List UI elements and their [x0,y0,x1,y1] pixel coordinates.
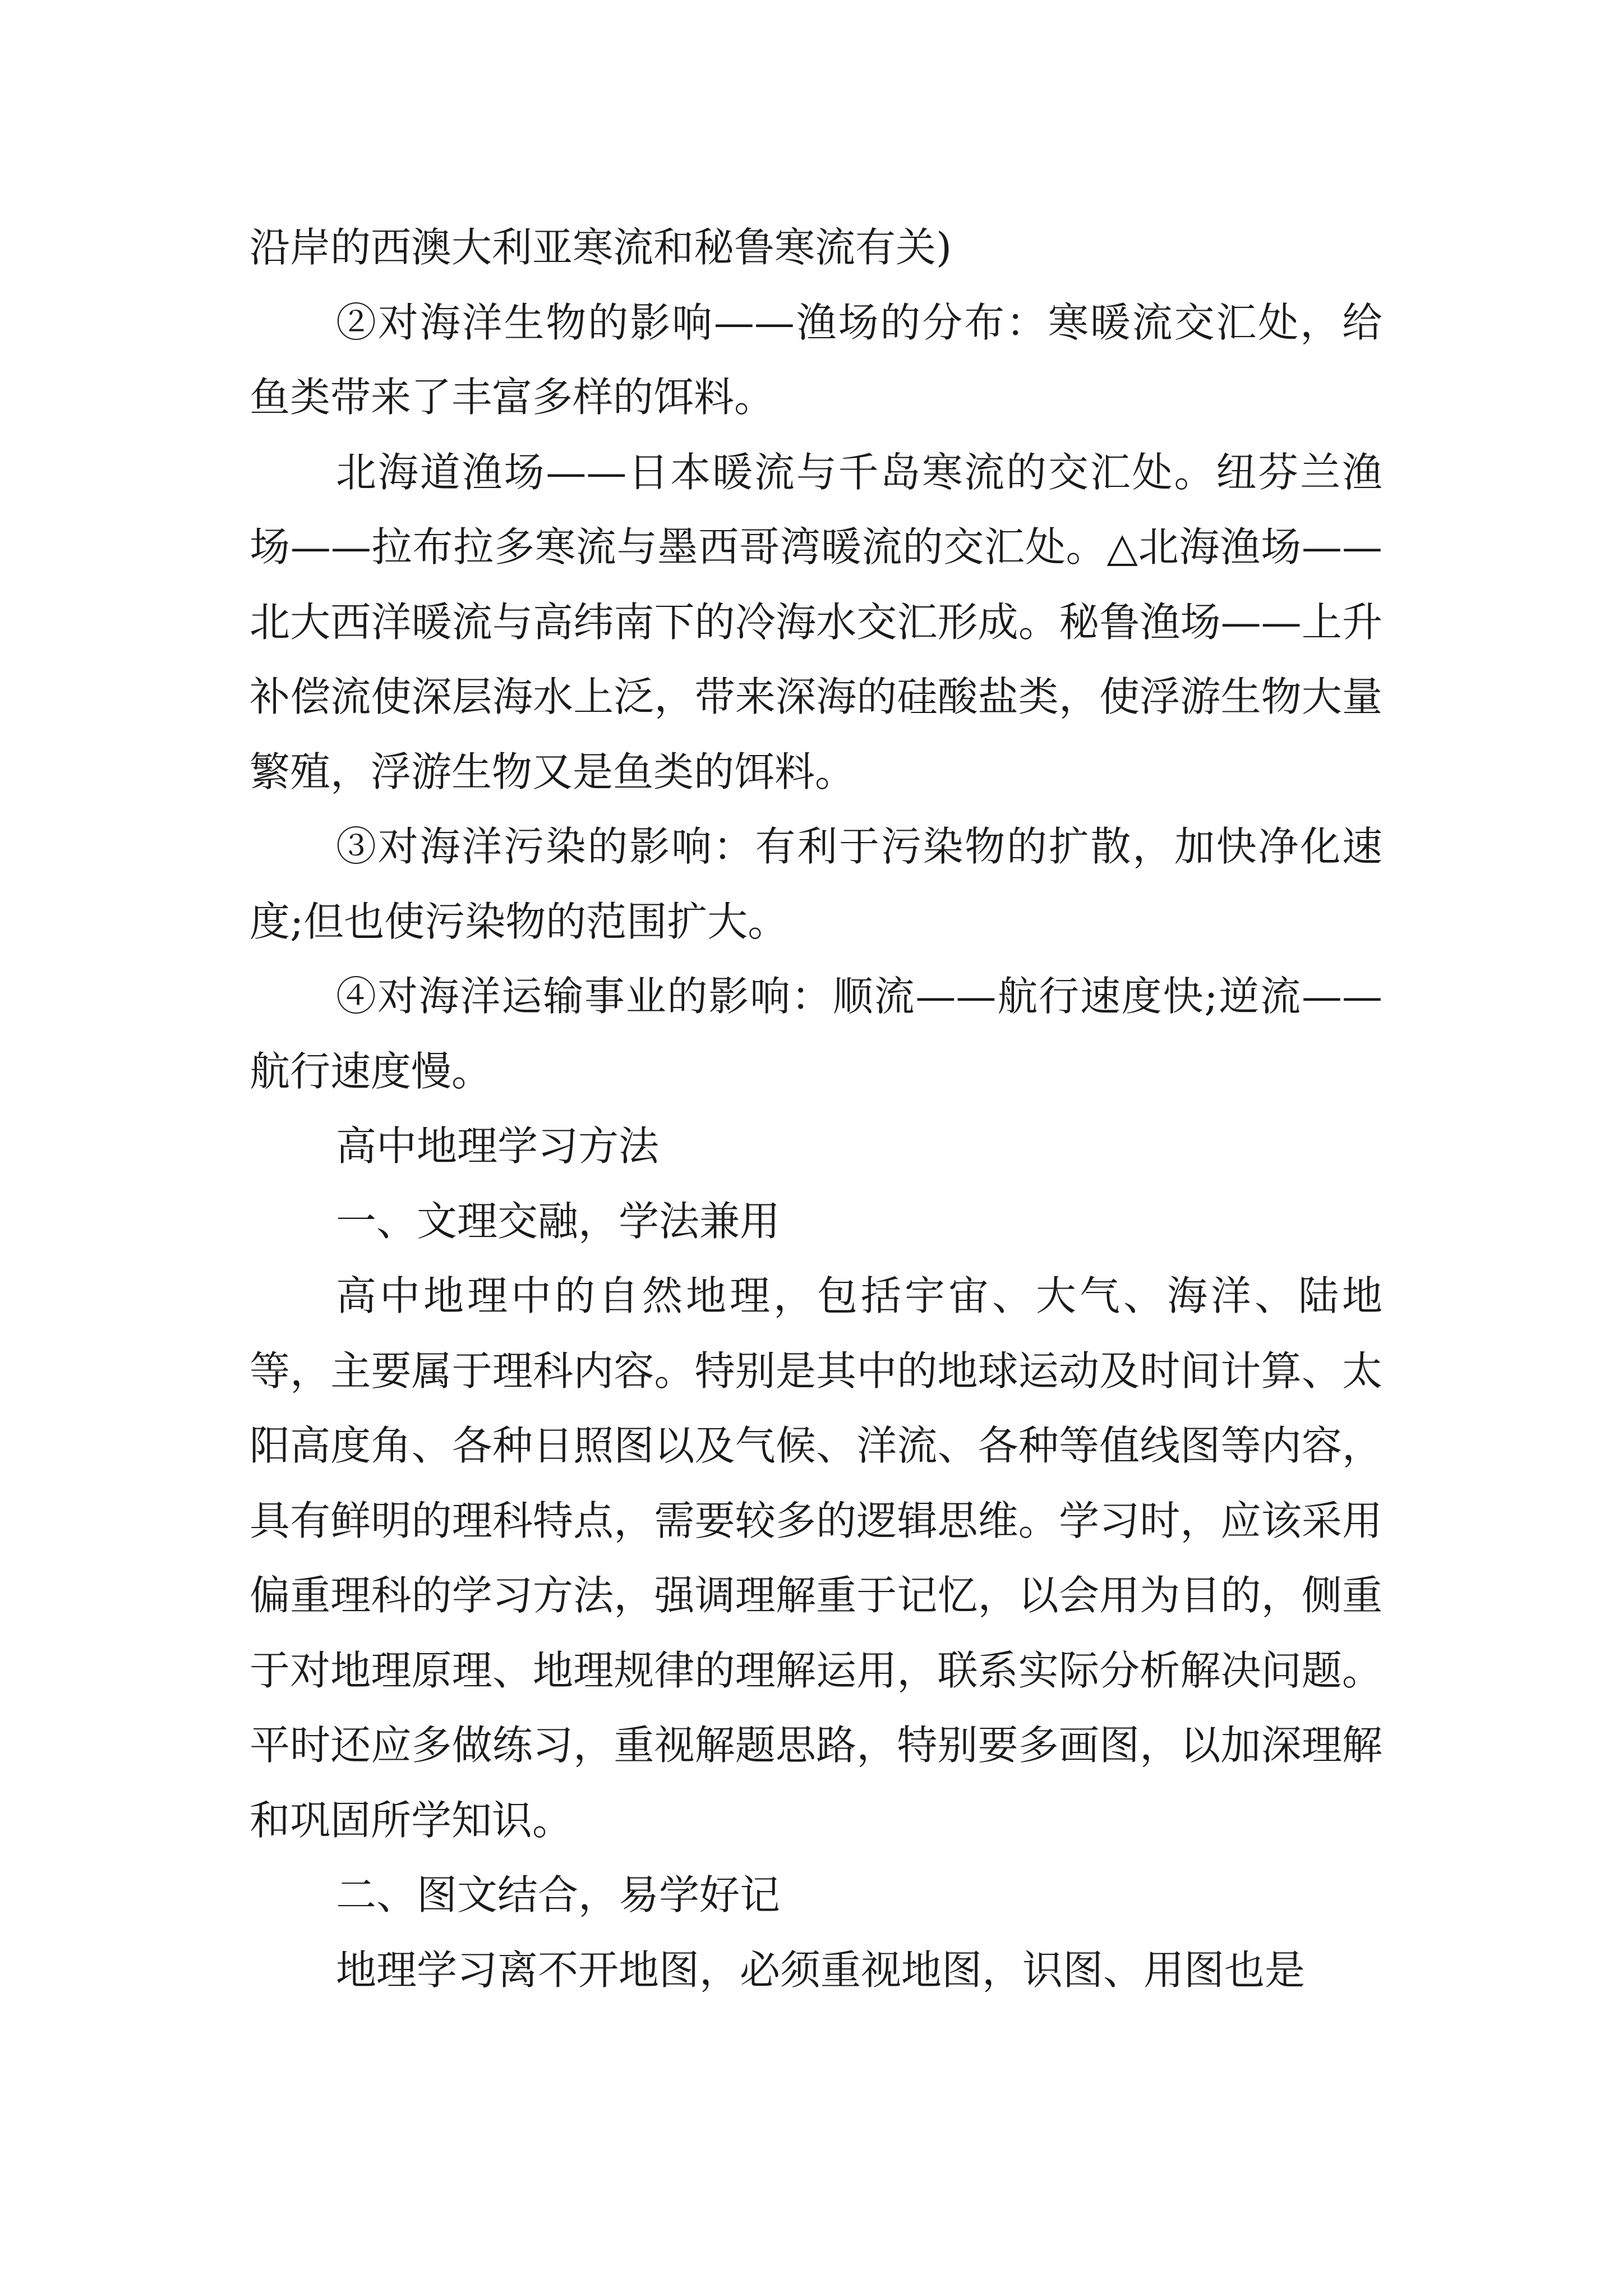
paragraph-fishing-grounds: 北海道渔场——日本暖流与千岛寒流的交汇处。纽芬兰渔场——拉布拉多寒流与墨西哥湾暖流的交汇处。△北海渔场——北大西洋暖流与高纬南下的冷海水交汇形成。秘鲁渔场——上升补偿流使深层海水上泛，带来深海的硅酸盐类，使浮游生物大量繁殖，浮游生物又是鱼类的饵料。 [250,448,1382,795]
section-heading-study-methods: 高中地理学习方法 [336,1122,660,1170]
paragraph-shipping-impact: ④对海洋运输事业的影响：顺流——航行速度快;逆流——航行速度慢。 [250,973,1382,1095]
subheading-method-two: 二、图文结合，易学好记 [336,1871,781,1918]
subheading-method-one: 一、文理交融，学法兼用 [336,1197,781,1245]
paragraph-continuation: 沿岸的西澳大利亚寒流和秘鲁寒流有关) [250,224,952,271]
paragraph-physical-geography: 高中地理中的自然地理，包括宇宙、大气、海洋、陆地等，主要属于理科内容。特别是其中的地球运动及时间计算、太阳高度角、各种日照图以及气候、洋流、各种等值线图等内容，具有鲜明的理科特点，需要较多的逻辑思维。学习时，应该采用偏重理科的学习方法，强调理解重于记忆，以会用为目的，侧重于对地理原理、地理规律的理解运用，联系实际分析解决问题。平时还应多做练习，重视解题思路，特别要多画图，以加深理解和巩固所学知识。 [250,1272,1382,1844]
document-body [250,210,1382,2008]
paragraph-marine-life-impact: ②对海洋生物的影响——渔场的分布：寒暖流交汇处，给鱼类带来了丰富多样的饵料。 [250,298,1382,421]
paragraph-maps: 地理学习离不开地图，必须重视地图，识图、用图也是 [336,1946,1306,1994]
paragraph-marine-pollution-impact: ③对海洋污染的影响：有利于污染物的扩散，加快净化速度;但也使污染物的范围扩大。 [250,823,1382,945]
